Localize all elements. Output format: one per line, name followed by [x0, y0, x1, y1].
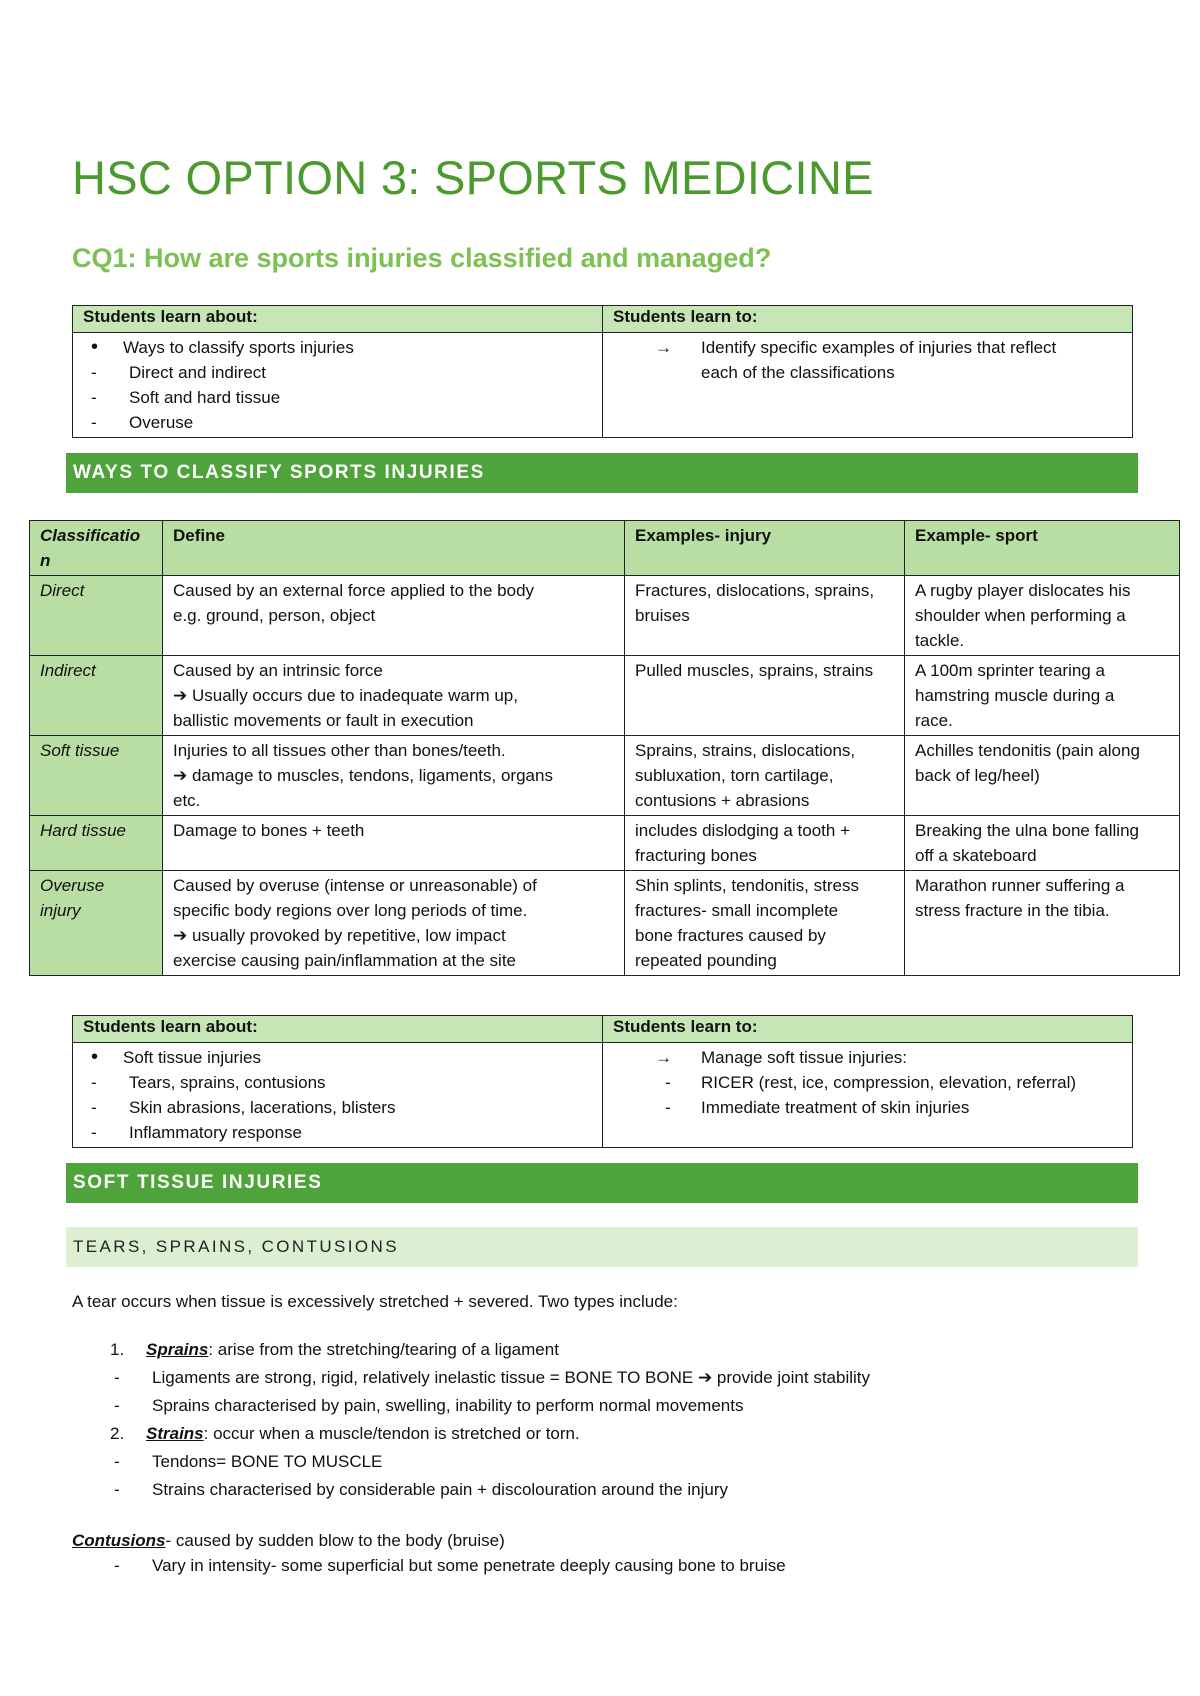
define-cell: Damage to bones + teeth: [163, 816, 625, 871]
dash-item: - Inflammatory response: [83, 1120, 592, 1145]
section-banner-ways-to-classify: WAYS TO CLASSIFY SPORTS INJURIES: [66, 453, 1138, 493]
subsection-banner-tears-sprains-contusions: TEARS, SPRAINS, CONTUSIONS: [66, 1227, 1138, 1267]
dash-item: - Soft and hard tissue: [83, 385, 592, 410]
classification-cell: Indirect: [30, 656, 163, 736]
list-number: 1.: [110, 1340, 125, 1359]
page-title: HSC OPTION 3: SPORTS MEDICINE: [72, 151, 874, 204]
list-text: Strains: occur when a muscle/tendon is stretched or torn.: [146, 1424, 580, 1443]
arrow-item-continued: each of the classifications: [701, 363, 895, 382]
contusions-paragraph: Contusions- caused by sudden blow to the body (bruise): [72, 1531, 505, 1550]
arrow-item: → Manage soft tissue injuries:: [613, 1045, 1122, 1070]
critical-question-title: CQ1: How are sports injuries classified and managed?: [72, 243, 772, 273]
sport-example-cell: Marathon runner suffering a stress fracture in the tibia.: [905, 871, 1180, 976]
table-row: [30, 576, 1180, 656]
header-example-sport: Example- sport: [905, 521, 1180, 576]
students-learn-about-header: Students learn about:: [73, 1016, 603, 1043]
learn-about-cell: [73, 333, 603, 438]
table-row: [30, 736, 1180, 816]
header-define: Define: [163, 521, 625, 576]
injury-examples-cell: Sprains, strains, dislocations, subluxation, torn cartilage, contusions + abrasions: [625, 736, 905, 816]
sport-example-cell: Achilles tendonitis (pain along back of leg/heel): [905, 736, 1180, 816]
define-cell: Caused by an external force applied to the body e.g. ground, person, object: [163, 576, 625, 656]
students-learn-to-header: Students learn to:: [603, 306, 1133, 333]
learn-to-cell: [603, 1043, 1133, 1148]
table-row: [30, 816, 1180, 871]
term-contusions: Contusions: [72, 1531, 166, 1550]
bullet-item: • Ways to classify sports injuries: [83, 335, 592, 360]
term-sprains: Sprains: [146, 1340, 209, 1359]
classification-cell: Soft tissue: [30, 736, 163, 816]
section-banner-soft-tissue-injuries: SOFT TISSUE INJURIES: [66, 1163, 1138, 1203]
header-classification: Classificatio n: [30, 521, 163, 576]
dash-item: - Tears, sprains, contusions: [83, 1070, 592, 1095]
injury-examples-cell: Pulled muscles, sprains, strains: [625, 656, 905, 736]
classification-table: [29, 520, 1180, 976]
students-learn-to-header: Students learn to:: [603, 1016, 1133, 1043]
define-cell: Injuries to all tissues other than bones/teeth. ➔ damage to muscles, tendons, ligaments, organs etc.: [163, 736, 625, 816]
sport-example-cell: Breaking the ulna bone falling off a skateboard: [905, 816, 1180, 871]
classification-cell: Direct: [30, 576, 163, 656]
table-row: [30, 656, 1180, 736]
dash-item: - RICER (rest, ice, compression, elevation, referral): [613, 1070, 1122, 1095]
term-strains: Strains: [146, 1424, 204, 1443]
table-row: [30, 871, 1180, 976]
dash-item: - Skin abrasions, lacerations, blisters: [83, 1095, 592, 1120]
injury-examples-cell: Shin splints, tendonitis, stress fractures- small incomplete bone fractures caused by repeated pounding: [625, 871, 905, 976]
sport-example-cell: A 100m sprinter tearing a hamstring muscle during a race.: [905, 656, 1180, 736]
dash-item: - Direct and indirect: [83, 360, 592, 385]
bullet-item: • Soft tissue injuries: [83, 1045, 592, 1070]
list-text: Sprains: arise from the stretching/tearing of a ligament: [146, 1340, 559, 1359]
list-number: 2.: [110, 1424, 125, 1443]
intro-paragraph: A tear occurs when tissue is excessively stretched + severed. Two types include:: [72, 1292, 678, 1311]
injury-examples-cell: Fractures, dislocations, sprains, bruises: [625, 576, 905, 656]
learn-to-cell: [603, 333, 1133, 438]
arrow-item: → Identify specific examples of injuries that reflect: [613, 335, 1122, 360]
syllabus-table-2: [72, 1015, 1133, 1148]
define-cell: Caused by overuse (intense or unreasonable) of specific body regions over long periods of time. ➔ usually provoked by repetitive, low impact exercise causing pain/inflammation at the site: [163, 871, 625, 976]
syllabus-table-1: [72, 305, 1133, 438]
learn-about-cell: [73, 1043, 603, 1148]
dash-item: - Immediate treatment of skin injuries: [613, 1095, 1122, 1120]
dash-item: - Overuse: [83, 410, 592, 435]
students-learn-about-header: Students learn about:: [73, 306, 603, 333]
header-examples-injury: Examples- injury: [625, 521, 905, 576]
injury-examples-cell: includes dislodging a tooth + fracturing bones: [625, 816, 905, 871]
sport-example-cell: A rugby player dislocates his shoulder when performing a tackle.: [905, 576, 1180, 656]
classification-cell: Hard tissue: [30, 816, 163, 871]
define-cell: Caused by an intrinsic force ➔ Usually occurs due to inadequate warm up, ballistic movements or fault in execution: [163, 656, 625, 736]
classification-cell: Overuse injury: [30, 871, 163, 976]
